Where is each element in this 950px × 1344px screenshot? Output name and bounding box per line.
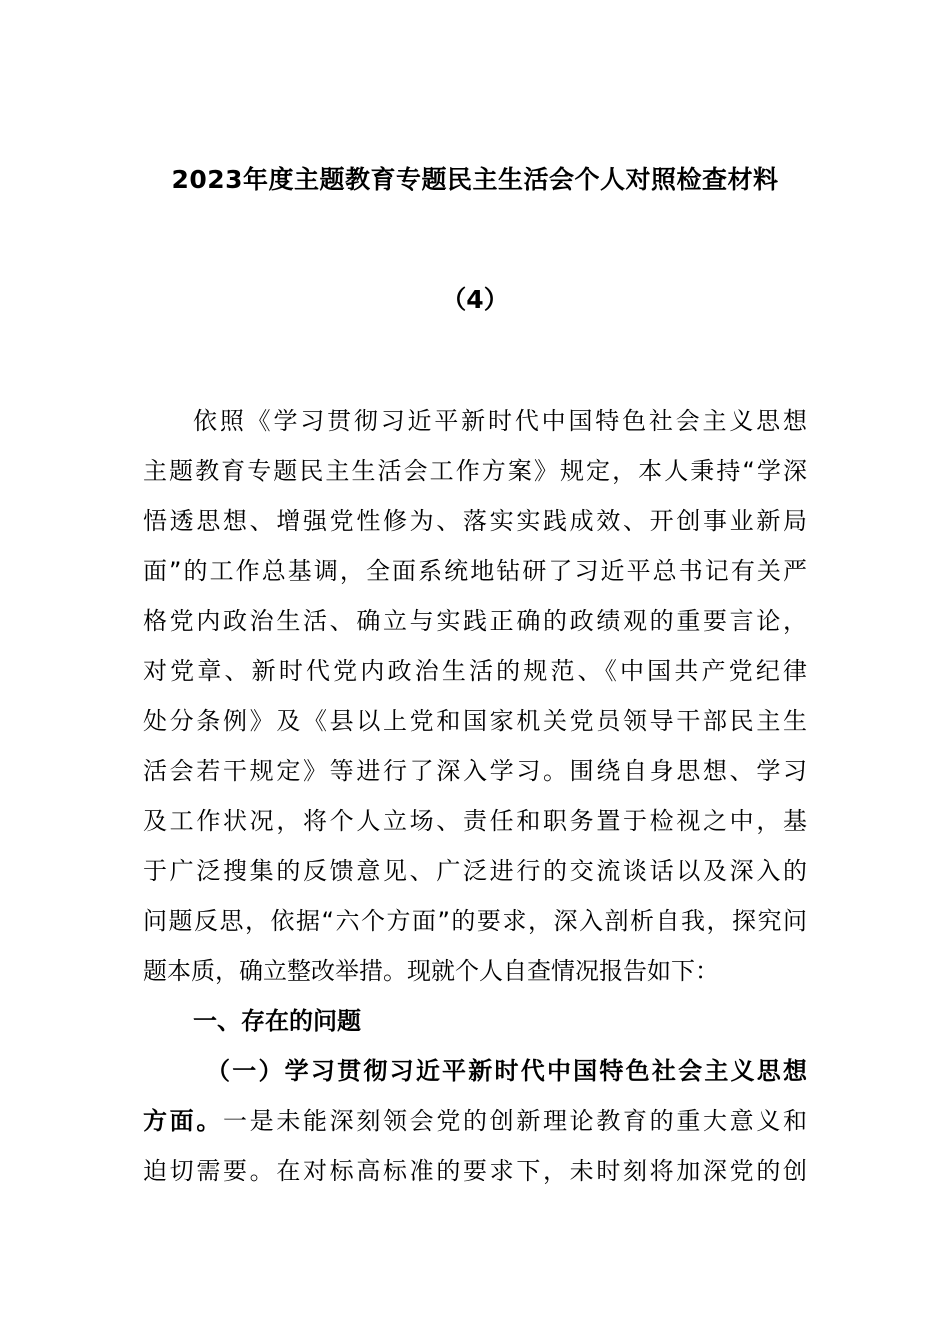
paragraph-line: 格党内政治生活、确立与实践正确的政绩观的重要言论， bbox=[143, 607, 807, 635]
paragraph-line: 问题反思，依据“六个方面”的要求，深入剖析自我，探究问 bbox=[143, 907, 807, 935]
paragraph-line: 对党章、新时代党内政治生活的规范、《中国共产党纪律 bbox=[143, 657, 807, 685]
section-heading: 一、存在的问题 bbox=[193, 1007, 361, 1035]
paragraph-line: 主题教育专题民主生活会工作方案》规定，本人秉持“学深 bbox=[143, 457, 807, 485]
document-title: 2023年度主题教育专题民主生活会个人对照检查材料 bbox=[171, 165, 779, 194]
paragraph-line: 面”的工作总基调，全面系统地钻研了习近平总书记有关严 bbox=[143, 557, 807, 585]
sub-heading: （一）学习贯彻习近平新时代中国特色社会主义思想 bbox=[206, 1057, 807, 1085]
paragraph-line: 悟透思想、增强党性修为、落实实践成效、开创事业新局 bbox=[143, 507, 807, 535]
paragraph-line: 活会若干规定》等进行了深入学习。围绕自身思想、学习 bbox=[143, 757, 807, 785]
paragraph-line: 处分条例》及《县以上党和国家机关党员领导干部民主生 bbox=[143, 707, 807, 735]
sub-heading-continuation: 方面。 bbox=[143, 1107, 223, 1135]
paragraph-line: 于广泛搜集的反馈意见、广泛进行的交流谈话以及深入的 bbox=[143, 857, 807, 885]
paragraph-line: 题本质，确立整改举措。现就个人自查情况报告如下： bbox=[143, 957, 719, 985]
sub-paragraph-line: 迫切需要。在对标高标准的要求下，未时刻将加深党的创 bbox=[143, 1157, 807, 1185]
paragraph-line: 及工作状况，将个人立场、责任和职务置于检视之中，基 bbox=[143, 807, 807, 835]
sub-paragraph-text: 一是未能深刻领会党的创新理论教育的重大意义和 bbox=[223, 1107, 807, 1135]
document-subtitle: （4） bbox=[441, 285, 509, 314]
paragraph-line: 依照《学习贯彻习近平新时代中国特色社会主义思想 bbox=[193, 407, 807, 435]
sub-paragraph-line bbox=[143, 1101, 807, 1141]
